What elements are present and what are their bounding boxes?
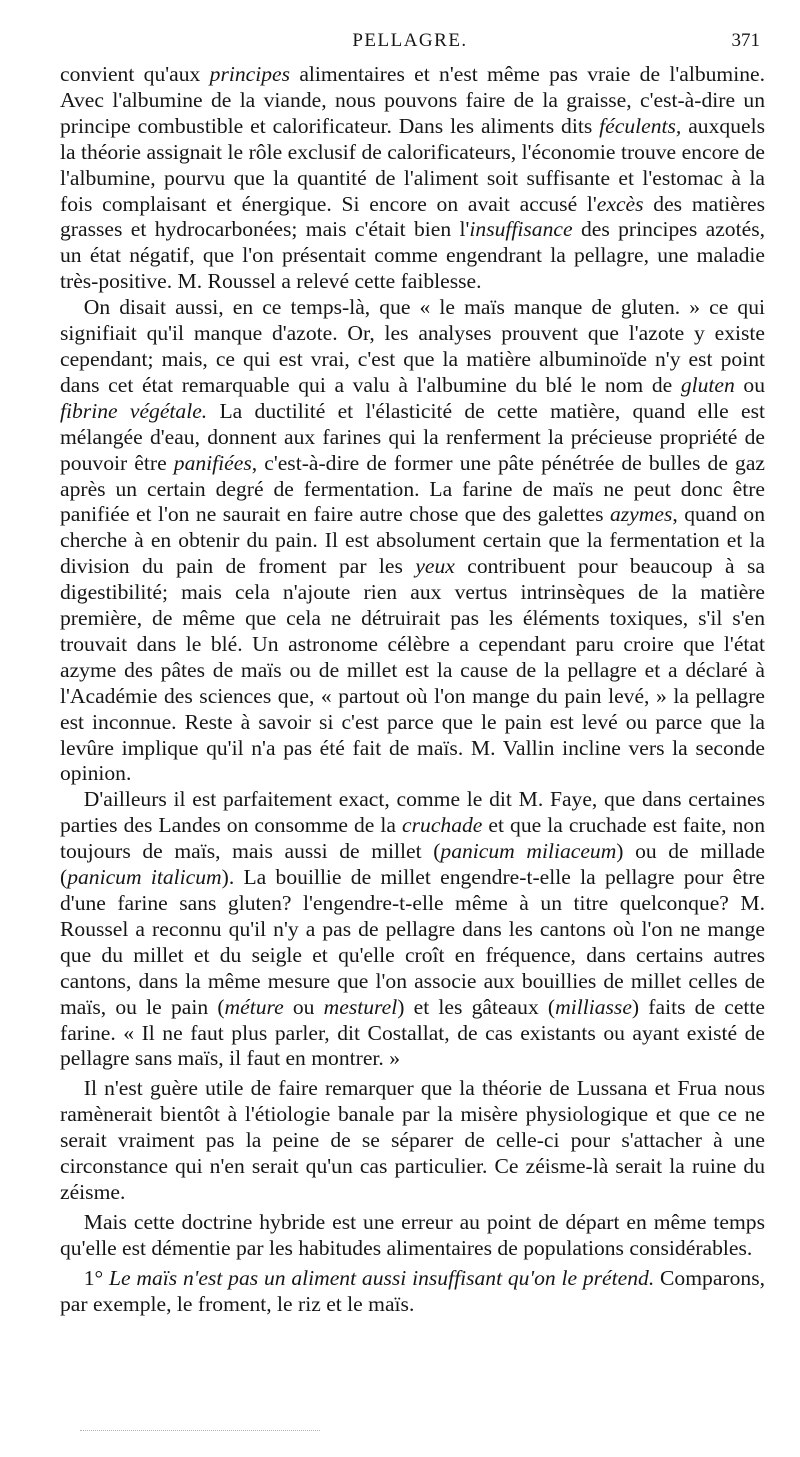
text-run: alimentaires et n'est même pas vraie de l'albumine. Avec l'albumine de la viande, nous pouvons faire de la graisse, c'est-à-dire un principe combustible et calorificateur. Dans les aliments dits bbox=[60, 62, 765, 138]
italic-run: panifiées bbox=[173, 450, 252, 475]
footer-smudge bbox=[80, 1430, 320, 1433]
text-run: ) faits de cette farine. « Il ne faut plus parler, dit Costallat, de cas existants ou ayant existé de pellagre sans maïs, il faut en montrer. » bbox=[60, 994, 765, 1071]
text-run: Il n'est guère utile de faire remarquer que la théorie de Lussana et Frua nous ramènerait bientôt à l'étiologie banale par la misère physiologique et que ce ne serait vraiment pas la peine de se séparer de celle-ci pour s'attacher à une circonstance qui n'en serait qu'un cas particulier. Ce zéisme-là serait la ruine du zéisme. bbox=[60, 1076, 765, 1204]
text-run: ) ou de millade ( bbox=[60, 839, 765, 890]
text-run: et que la cruchade est faite, non toujours de maïs, mais aussi de millet ( bbox=[60, 813, 765, 864]
body-text bbox=[60, 62, 765, 1318]
paragraph-2 bbox=[60, 295, 765, 787]
text-run: ou bbox=[734, 372, 765, 397]
text-run: contribuent pour beaucoup à sa digestibilité; mais cela n'ajoute rien aux vertus intrinsèques de la matière première, de même que cela ne détruirait pas les éléments toxiques, s'il s'en trouvait dans le blé. Un astronome célèbre a cependant paru croire que l'état azyme des pâtes de maïs ou de millet est la cause de la pellagre et a déclaré à l'Académie des sciences que, « partout où l'on mange du pain levé, » la pellagre est inconnue. Reste à savoir si c'est parce que le pain est levé ou parce que la levûre implique qu'il n'a pas été fait de maïs. M. Vallin incline vers la seconde opinion. bbox=[60, 554, 765, 786]
italic-run: yeux bbox=[415, 554, 455, 579]
italic-run: panicum italicum bbox=[67, 865, 222, 890]
italic-run: gluten bbox=[680, 372, 735, 397]
running-head: PELLAGRE. bbox=[352, 30, 468, 51]
italic-run: panicum miliaceum bbox=[440, 839, 617, 864]
text-run: , quand on cherche à en obtenir du pain. Il est absolument certain que la fermentation et la division du pain de froment par les bbox=[60, 502, 766, 579]
italic-run: azymes bbox=[609, 502, 673, 527]
text-run: 1° bbox=[83, 1265, 109, 1290]
paragraph-3 bbox=[60, 787, 765, 1072]
italic-run: méture bbox=[224, 994, 284, 1019]
paragraph-6 bbox=[60, 1266, 765, 1318]
italic-run: fibrine végétale. bbox=[60, 398, 208, 423]
text-run: Comparons, par exemple, le froment, le riz et le maïs. bbox=[60, 1265, 765, 1316]
text-run: Mais cette doctrine hybride est une erreur au point de départ en même temps qu'elle est démentie par les habitudes alimentaires de populations considérables. bbox=[60, 1209, 765, 1260]
italic-run: excès bbox=[596, 191, 644, 216]
paragraph-4 bbox=[60, 1076, 765, 1206]
italic-run: insuffisance bbox=[469, 217, 573, 242]
italic-run: mesturel bbox=[323, 994, 398, 1019]
page-number: 371 bbox=[731, 30, 760, 51]
text-run: des matières grasses et hydrocarbonées; mais c'était bien l' bbox=[60, 191, 765, 242]
text-run: ) et les gâteaux ( bbox=[397, 994, 556, 1019]
text-run: On disait aussi, en ce temps-là, que « le maïs manque de gluten. » ce qui signifiait qu'il manque d'azote. Or, les analyses prouvent que l'azote y existe cependant; mais, ce qui est vrai, c'est que la matière albuminoïde n'y est point dans cet état remarquable qui a valu à l'albumine du blé le nom de bbox=[60, 295, 765, 397]
text-run: La ductilité et l'élasticité de cette matière, quand elle est mélangée d'eau, donnent aux farines qui la renferment la précieuse propriété de pouvoir être bbox=[60, 398, 765, 475]
text-run: des principes azotés, un état négatif, que l'on présentait comme engendrant la pellagre, une maladie très-positive. M. Roussel a relevé cette faiblesse. bbox=[60, 217, 765, 294]
text-run: convient qu'aux bbox=[60, 62, 210, 86]
italic-run: féculents, bbox=[599, 113, 682, 138]
text-run: auxquels la théorie assignait le rôle exclusif de calorificateurs, l'économie trouve encore de l'albumine, pourvu que la quantité de l'aliment soit suffisante et l'estomac à la fois complaisant et énergique. Si encore on avait accusé l' bbox=[60, 113, 765, 216]
text-run: D'ailleurs il est parfaitement exact, comme le dit M. Faye, que dans certaines parties des Landes on consomme de la bbox=[60, 787, 765, 838]
italic-run: Le maïs n'est pas un aliment aussi insuffisant qu'on le prétend. bbox=[108, 1265, 655, 1290]
text-run: , c'est-à-dire de former une pâte pénétrée de bulles de gaz après un certain degré de fermentation. La farine de maïs ne peut donc être panifiée et l'on ne saurait en faire autre chose que des galettes bbox=[60, 450, 765, 527]
text-run: ). La bouillie de millet engendre-t-elle la pellagre pour être d'une farine sans gluten? l'engendre-t-elle même à un titre quelconque? M. Roussel a reconnu qu'il n'y a pas de pellagre dans les cantons où l'on ne mange que du millet et du seigle et qu'elle croît en fréquence, dans certains autres cantons, dans la même mesure que l'on associe aux bouillies de millet celles de maïs, ou le pain ( bbox=[60, 865, 765, 1019]
italic-run: milliasse bbox=[555, 994, 632, 1019]
italic-run: principes bbox=[209, 62, 291, 86]
paragraph-1 bbox=[60, 62, 765, 295]
italic-run: cruchade bbox=[402, 813, 483, 838]
page-header bbox=[60, 30, 760, 56]
text-run: ou bbox=[283, 994, 324, 1019]
paragraph-5 bbox=[60, 1210, 765, 1262]
